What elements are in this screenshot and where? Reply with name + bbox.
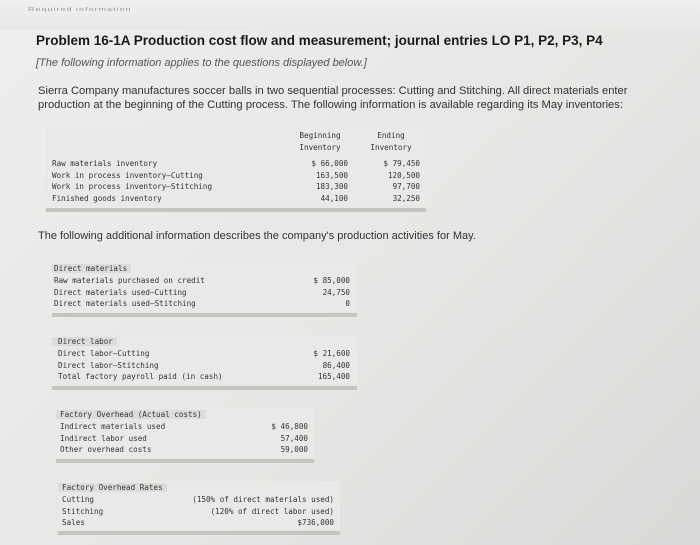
overhead-rates-labels [62, 494, 103, 529]
intro-line-1: Sierra Company manufactures soccer balls in two sequential processes: Cutting and Stitching. All direct materials enter [38, 85, 628, 97]
col-beginning-line1: Beginning [299, 131, 341, 140]
overhead-rate-value: (150% of direct materials used) [192, 495, 334, 504]
overhead-rate-label: Sales [62, 518, 85, 527]
beginning-value: $ 66,000 [311, 159, 348, 168]
direct-materials-label: Raw materials purchased on credit [54, 276, 205, 285]
direct-materials-heading: Direct materials [52, 264, 131, 273]
ending-value: 97,700 [392, 182, 420, 191]
problem-intro [38, 84, 688, 112]
direct-materials-value: $ 85,000 [313, 276, 350, 285]
direct-materials-label: Direct materials used–Cutting [54, 287, 187, 297]
direct-labor-value: $ 21,600 [313, 349, 350, 358]
inventory-labels [52, 158, 212, 204]
ending-value: 32,250 [392, 193, 420, 203]
direct-materials-label: Direct materials used–Stitching [54, 299, 196, 308]
col-ending-header [362, 130, 420, 154]
inventory-row-label: Work in process inventory–Cutting [52, 170, 203, 180]
col-ending-line1: Ending [377, 131, 405, 140]
intro-line-2: production at the beginning of the Cutting process. The following information is available regarding its May inventories: [38, 99, 623, 111]
overhead-label: Other overhead costs [60, 445, 152, 454]
direct-labor-label: Direct labor–Stitching [58, 360, 159, 370]
direct-labor-value: 165,400 [317, 372, 350, 381]
direct-materials-bottom-rule [52, 313, 357, 317]
overhead-rate-value: $736,000 [297, 518, 334, 527]
beginning-value: 163,500 [315, 170, 348, 180]
overhead-rate-label: Cutting [62, 495, 95, 504]
overhead-rates-bottom-rule [58, 531, 340, 535]
ending-values [360, 158, 420, 204]
direct-labor-label: Total factory payroll paid (in cash) [58, 372, 223, 381]
inventories-table [46, 128, 426, 206]
direct-labor-values [282, 348, 350, 383]
top-strip-text: Required information [28, 6, 132, 12]
beginning-values [286, 158, 348, 204]
direct-labor-label: Direct labor–Cutting [58, 349, 150, 358]
direct-labor-labels [58, 348, 223, 383]
col-beginning-line2: Inventory [299, 143, 341, 152]
problem-note: [The following information applies to the questions displayed below.] [36, 57, 367, 69]
overhead-labels [60, 421, 165, 456]
ending-value: 120,500 [387, 170, 420, 180]
overhead-bottom-rule [56, 459, 314, 463]
col-ending-line2: Inventory [370, 143, 412, 152]
additional-intro: The following additional information describes the company's production activities for May. [38, 230, 476, 242]
overhead-table [56, 408, 314, 458]
beginning-value: 44,100 [320, 193, 348, 203]
problem-title: Problem 16-1A Production cost flow and measurement; journal entries LO P1, P2, P3, P4 [36, 33, 603, 48]
direct-labor-heading: Direct labor [52, 337, 117, 346]
direct-labor-bottom-rule [52, 386, 357, 390]
overhead-heading: Factory Overhead (Actual costs) [56, 410, 206, 419]
beginning-value: 183,300 [315, 182, 348, 191]
overhead-rate-value: (120% of direct labor used) [210, 506, 334, 516]
overhead-label: Indirect materials used [60, 422, 166, 431]
inventories-bottom-rule [46, 208, 426, 212]
direct-materials-labels [54, 275, 205, 310]
direct-materials-values [282, 275, 350, 310]
top-strip [0, 0, 700, 30]
overhead-rates-heading: Factory Overhead Rates [58, 483, 167, 492]
overhead-value: 57,400 [280, 433, 308, 443]
overhead-value: $ 46,800 [271, 422, 308, 431]
overhead-rates-table [58, 481, 340, 530]
overhead-label: Indirect labor used [60, 433, 147, 443]
overhead-rates-values [148, 494, 334, 529]
direct-materials-value: 24,750 [322, 287, 350, 297]
col-beginning-header [290, 130, 350, 154]
direct-materials-value: 0 [345, 299, 350, 308]
inventory-row-label: Work in process inventory–Stitching [52, 182, 213, 191]
overhead-value: 59,000 [280, 445, 308, 454]
direct-labor-value: 86,400 [322, 360, 350, 370]
inventory-row-label: Finished goods inventory [52, 193, 162, 203]
inventory-row-label: Raw materials inventory [52, 159, 158, 168]
direct-labor-table [52, 335, 357, 385]
direct-materials-table [52, 262, 357, 312]
overhead-values [244, 421, 308, 456]
overhead-rate-label: Stitching [62, 506, 104, 516]
ending-value: $ 79,450 [383, 159, 420, 168]
